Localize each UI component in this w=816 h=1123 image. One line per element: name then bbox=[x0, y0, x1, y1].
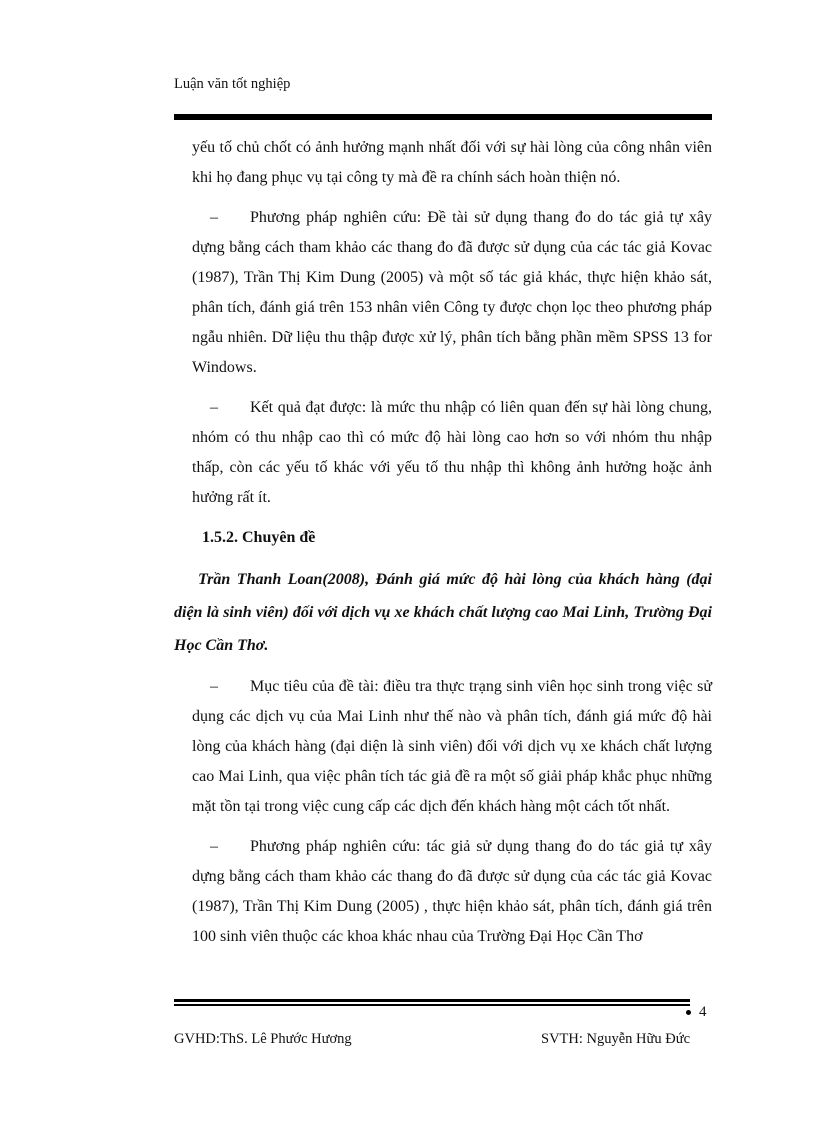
dash-bullet: – bbox=[210, 399, 218, 416]
paragraph-continuation: yếu tố chủ chốt có ảnh hưởng mạnh nhất đối với sự hài lòng của công nhân viên khi họ đang phục vụ tại công ty mà đề ra chính sách hoàn thiện nó. bbox=[192, 139, 712, 186]
bullet-text-method-2: Phương pháp nghiên cứu: tác giả sử dụng thang đo do tác giả tự xây dựng bằng cách tham khảo các thang đo đã được sử dụng của các tác giả Kovac (1987), Trần Thị Kim Dung (2005) , thực hiện khảo sát, phân tích, đánh giá trên 100 sinh viên thuộc các khoa khác nhau của Trường Đại Học Cần Thơ bbox=[192, 838, 712, 945]
dash-bullet: – bbox=[210, 678, 218, 695]
page-number-text: 4 bbox=[699, 1004, 707, 1020]
dash-bullet: – bbox=[210, 838, 218, 855]
section-heading: 1.5.2. Chuyên đề bbox=[202, 529, 316, 546]
footer-rule-thin bbox=[174, 1004, 690, 1006]
bullet-paragraph-result bbox=[192, 393, 712, 513]
bullet-text-result: Kết quả đạt được: là mức thu nhập có liên quan đến sự hài lòng chung, nhóm có thu nhập cao thì có mức độ hài lòng cao hơn so với nhóm thu nhập thấp, còn các yếu tố khác với yếu tố thu nhập thì không ảnh hưởng hoặc ảnh hưởng rất ít. bbox=[192, 399, 712, 506]
dash-bullet: – bbox=[210, 209, 218, 226]
bullet-paragraph-method-2 bbox=[192, 832, 712, 952]
page-number bbox=[686, 1004, 707, 1021]
running-header-title: Luận văn tốt nghiệp bbox=[174, 76, 291, 92]
header-rule bbox=[174, 114, 712, 120]
footer-student: SVTH: Nguyễn Hữu Đức bbox=[541, 1031, 691, 1047]
bullet-text-method: Phương pháp nghiên cứu: Đề tài sử dụng thang đo do tác giả tự xây dựng bằng cách tham khảo các thang đo đã được sử dụng của các tác giả Kovac (1987), Trần Thị Kim Dung (2005) và một số tác giả khác, thực hiện khảo sát, phân tích, đánh giá trên 153 nhân viên Công ty được chọn lọc theo phương pháp ngẫu nhiên. Dữ liệu thu thập được xử lý, phân tích bằng phần mềm SPSS 13 for Windows. bbox=[192, 209, 712, 376]
bullet-paragraph-objective bbox=[192, 672, 712, 822]
bullet-text-objective: Mục tiêu của đề tài: điều tra thực trạng sinh viên học sinh trong việc sử dụng các dịch vụ của Mai Linh như thế nào và phân tích, đánh giá mức độ hài lòng của khách hàng (đại diện là sinh viên) đối với dịch vụ xe khách chất lượng cao Mai Linh, qua việc phân tích tác giả đề ra một số giải pháp khắc phục những mặt tồn tại trong việc cung cấp các dịch đến khách hàng một cách tốt nhất. bbox=[192, 678, 712, 815]
footer-advisor: GVHD:ThS. Lê Phước Hương bbox=[174, 1031, 352, 1047]
footer-rule-thick bbox=[174, 999, 690, 1002]
bullet-paragraph-method bbox=[192, 203, 712, 383]
main-content bbox=[174, 133, 712, 952]
bullet-dot-icon bbox=[686, 1010, 691, 1015]
reference-citation: Trần Thanh Loan(2008), Đánh giá mức độ hài lòng của khách hàng (đại diện là sinh viên) đối với dịch vụ xe khách chất lượng cao Mai Linh, Trường Đại Học Cần Thơ. bbox=[174, 571, 712, 654]
